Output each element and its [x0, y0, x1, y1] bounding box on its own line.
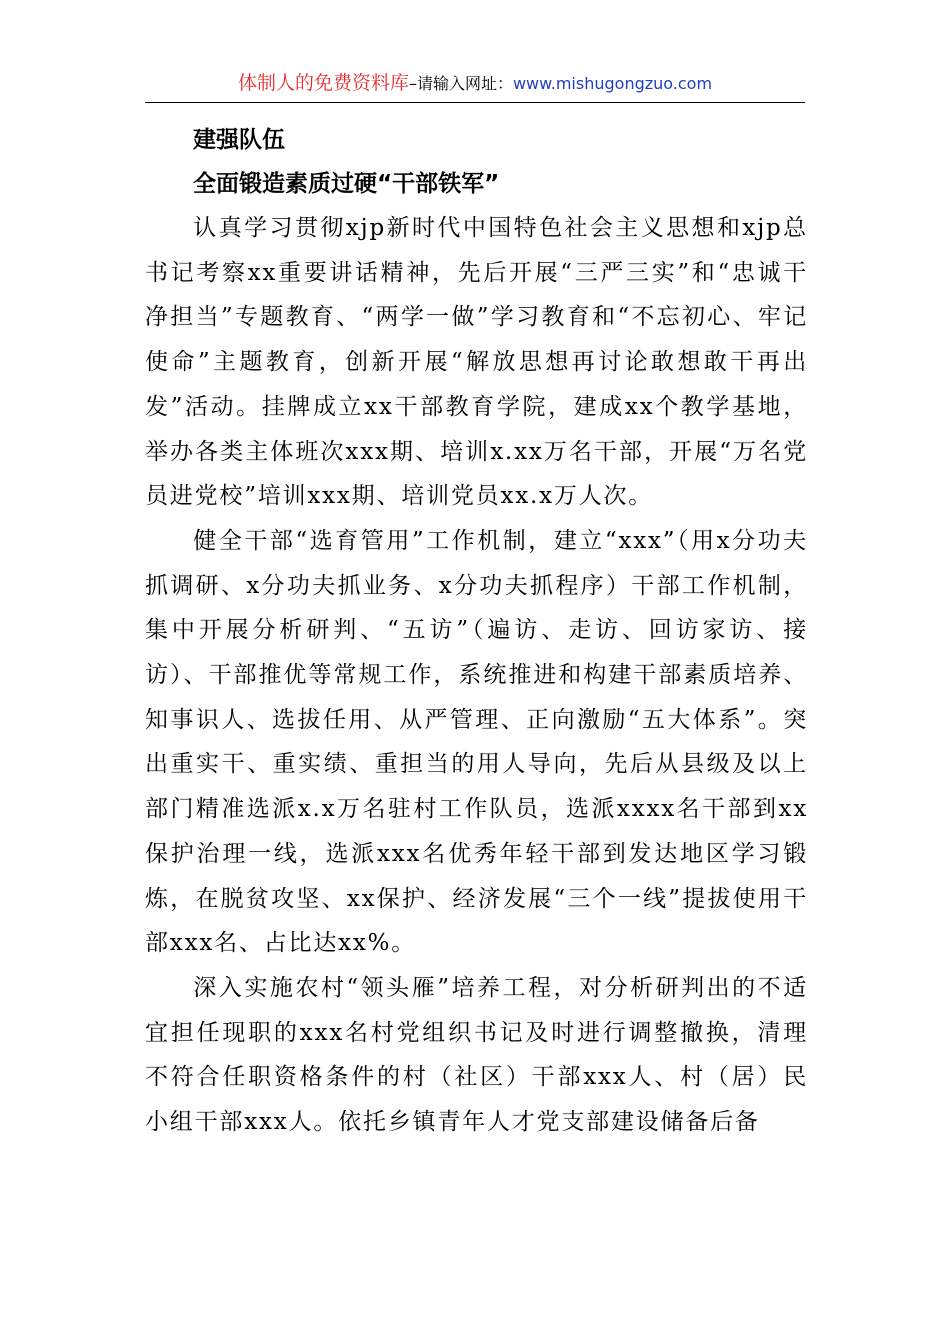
url-prompt: –请输入网址：	[408, 74, 513, 93]
site-name: 体制人的免费资料库	[237, 72, 409, 94]
paragraph: 深入实施农村“领头雁”培养工程，对分析研判出的不适宜担任现职的xxx名村党组织书记及时进行调整撤换，清理不符合任职资格条件的村（社区）干部xxx人、村（居）民小组干部xxx人。依托乡镇青年人才党支部建设储备后备	[145, 974, 808, 1136]
section-subheading: 全面锻造素质过硬“干部铁军”	[193, 171, 500, 197]
page-header	[145, 68, 805, 103]
site-url-link[interactable]: www.mishugongzuo.com	[512, 74, 713, 93]
paragraph: 认真学习贯彻xjp新时代中国特色社会主义思想和xjp总书记考察xx重要讲话精神，先后开展“三严三实”和“忠诚干净担当”专题教育、“两学一做”学习教育和“不忘初心、牢记使命”主题教育，创新开展“解放思想再讨论敢想敢干再出发”活动。挂牌成立xx干部教育学院，建成xx个教学基地，举办各类主体班次xxx期、培训x.xx万名干部，开展“万名党员进党校”培训xxx期、培训党员xx.x万人次。	[145, 215, 808, 510]
paragraph: 健全干部“选育管用”工作机制，建立“xxx”（用x分功夫抓调研、x分功夫抓业务、x分功夫抓程序）干部工作机制，集中开展分析研判、“五访”（遍访、走访、回访家访、接访）、干部推优等常规工作，系统推进和构建干部素质培养、知事识人、选拔任用、从严管理、正向激励“五大体系”。突出重实干、重实绩、重担当的用人导向，先后从县级及以上部门精准选派x.x万名驻村工作队员，选派xxxx名干部到xx保护治理一线，选派xxx名优秀年轻干部到发达地区学习锻炼，在脱贫攻坚、xx保护、经济发展“三个一线”提拔使用干部xxx名、占比达xx%。	[145, 527, 808, 957]
section-heading: 建强队伍	[193, 127, 285, 153]
document-body	[145, 118, 808, 1145]
